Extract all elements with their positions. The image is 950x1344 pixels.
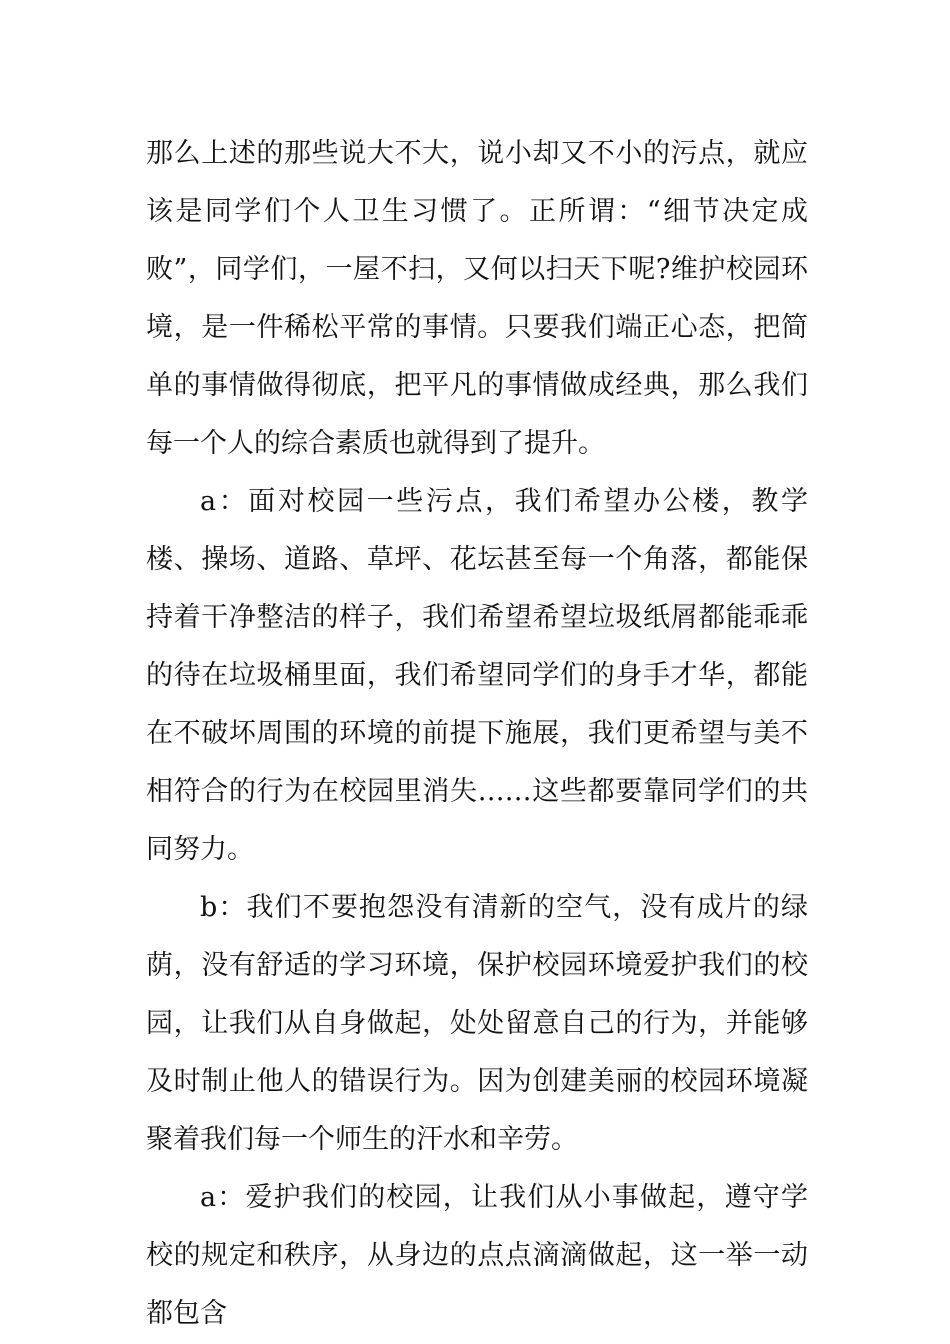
text-line: 件稀松平常的事情。只要我们端正心态，把简单的事情做 [146, 312, 809, 401]
paragraph-4 [146, 1169, 808, 1343]
text-line: 整洁的样子，我们希望希望垃圾纸屑都能乖乖的待在垃圾 [146, 602, 809, 691]
paragraph-1 [146, 125, 808, 473]
document-body [146, 125, 808, 1343]
text-line: 一个师生的汗水和辛劳。 [281, 1124, 578, 1155]
text-line: a：面对校园一些污点，我们希望办公楼，教学楼、操 [146, 486, 808, 575]
text-line: 桶里面，我们希望同学们的身手才华，都能在不破坏周围 [146, 660, 809, 749]
text-line: 合素质也就得到了提升。 [308, 428, 605, 459]
text-line: b：我们不要抱怨没有清新的空气，没有成片的绿荫， [146, 892, 808, 981]
text-line: 没有舒适的学习环境，保护校园环境爱护我们的校园，让 [146, 950, 809, 1039]
text-line: 规定和秩序，从身边的点点滴滴做起，这一举一动都包含 [146, 1240, 809, 1329]
text-line: 得彻底，把平凡的事情做成经典，那么我们每一个人的综 [146, 370, 809, 459]
text-line: 那么上述的那些说大不大，说小却又不小的污点，就应该 [146, 138, 808, 227]
text-line: 同学们，一屋不扫，又何以扫天下呢?维护校园环境，是一 [146, 254, 808, 343]
text-line: 他人的错误行为。因为创建美丽的校园环境凝聚着我们每 [146, 1066, 809, 1155]
paragraph-3 [146, 879, 808, 1169]
text-line: 场、道路、草坪、花坛甚至每一个角落，都能保持着干净 [146, 544, 809, 633]
text-line: 是同学们个人卫生习惯了。正所谓：“细节决定成败”， [146, 196, 808, 285]
paragraph-2 [146, 473, 808, 879]
text-line: 校园里消失……这些都要靠同学们的共同努力。 [146, 776, 809, 865]
text-line: 的环境的前提下施展，我们更希望与美不相符合的行为在 [146, 718, 809, 807]
text-line: 我们从自身做起，处处留意自己的行为，并能够及时制止 [146, 1008, 809, 1097]
text-line: a：爱护我们的校园，让我们从小事做起，遵守学校的 [146, 1182, 808, 1271]
